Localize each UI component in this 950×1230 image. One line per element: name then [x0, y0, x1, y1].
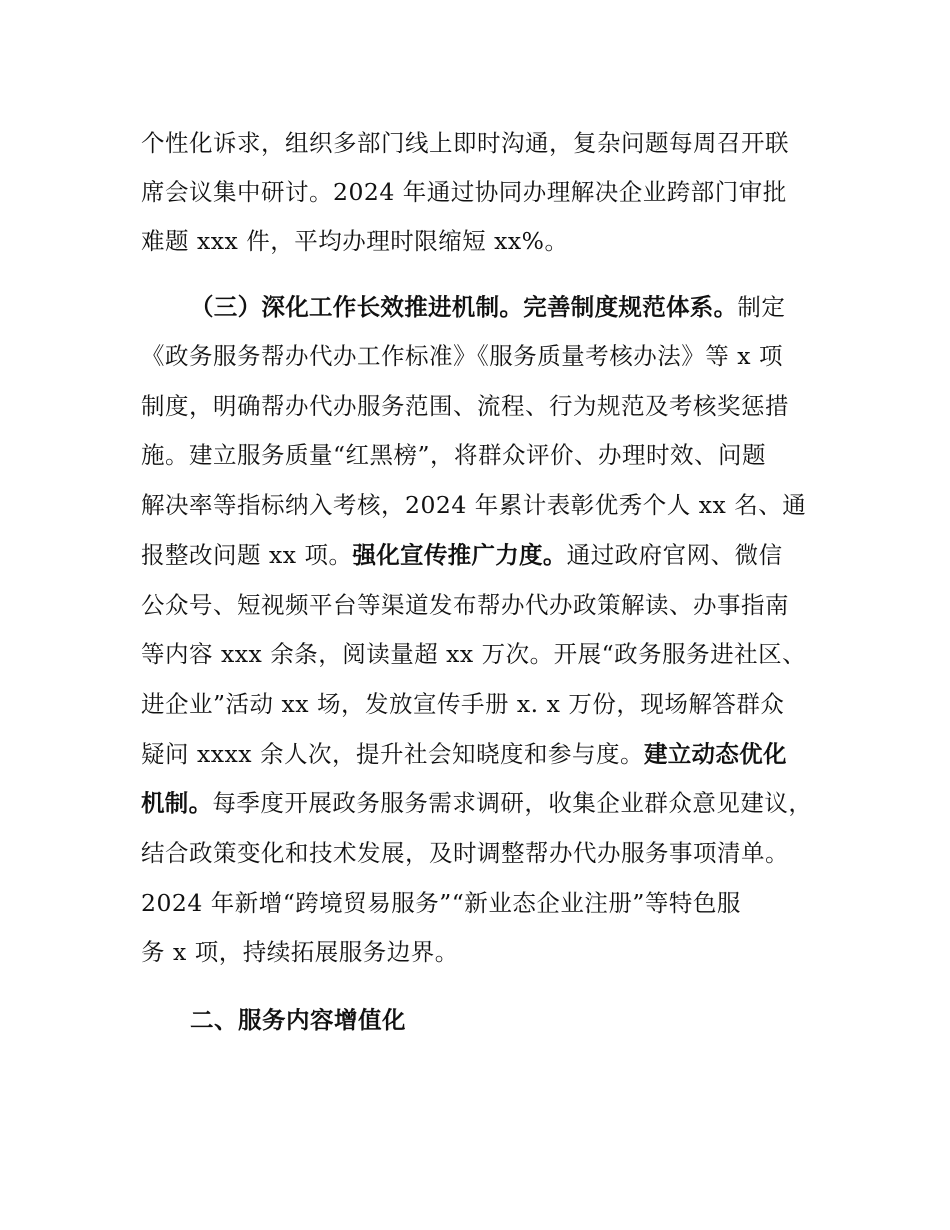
- subpoint-title-optimization-end: 机制。: [141, 789, 213, 817]
- paragraph-2-line-5: 解决率等指标纳入考核，2024 年累计表彰优秀个人 xx 名、通: [141, 491, 807, 519]
- paragraph-2-line-13: 2024 年新增“跨境贸易服务”“新业态企业注册”等特色服: [141, 889, 741, 917]
- section-heading: 二、服务内容增值化: [190, 1006, 406, 1034]
- paragraph-1-line-3: 难题 xxx 件，平均办理时限缩短 xx%。: [141, 227, 569, 255]
- paragraph-2-line-2: 《政务服务帮办代办工作标准》《服务质量考核办法》等 x 项: [141, 342, 783, 370]
- paragraph-2-line-1: [190, 292, 785, 322]
- subpoint-title-optimization: 建立动态优化: [643, 740, 787, 768]
- paragraph-2-line-4: 施。建立服务质量“红黑榜”，将群众评价、办理时效、问题: [141, 441, 767, 469]
- paragraph-2-line-8: 等内容 xxx 余条，阅读量超 xx 万次。开展“政务服务进社区、: [141, 640, 807, 668]
- paragraph-2-line-6-pre: 报整改问题 xx 项。: [141, 541, 353, 569]
- paragraph-2-line-12: 结合政策变化和技术发展，及时调整帮办代办服务事项清单。: [141, 839, 789, 867]
- paragraph-2-line-10: [141, 739, 787, 769]
- paragraph-2-line-1-text: 制定: [737, 293, 786, 321]
- paragraph-2-line-6: [141, 540, 783, 570]
- paragraph-2-line-6-post: 通过政府官网、微信: [566, 541, 783, 569]
- paragraph-2-line-3: 制度，明确帮办代办服务范围、流程、行为规范及考核奖惩措: [141, 392, 789, 420]
- paragraph-2-line-10-pre: 疑问 xxxx 余人次，提升社会知晓度和参与度。: [141, 740, 644, 768]
- subpoint-title-promotion: 强化宣传推广力度。: [352, 541, 567, 569]
- paragraph-2-line-9: 进企业”活动 xx 场，发放宣传手册 x. x 万份，现场解答群众: [141, 690, 785, 718]
- paragraph-2-line-7: 公众号、短视频平台等渠道发布帮办代办政策解读、办事指南: [141, 591, 789, 619]
- paragraph-1-line-1: 个性化诉求，组织多部门线上即时沟通，复杂问题每周召开联: [141, 129, 789, 157]
- paragraph-2-line-14: 务 x 项，持续拓展服务边界。: [141, 938, 459, 966]
- subsection-title: （三）深化工作长效推进机制。完善制度规范体系。: [190, 293, 738, 321]
- paragraph-2-line-11-post: 每季度开展政务服务需求调研，收集企业群众意见建议，: [212, 789, 813, 817]
- paragraph-2-line-11: [141, 788, 812, 818]
- paragraph-1-line-2: 席会议集中研讨。2024 年通过协同办理解决企业跨部门审批: [141, 178, 787, 206]
